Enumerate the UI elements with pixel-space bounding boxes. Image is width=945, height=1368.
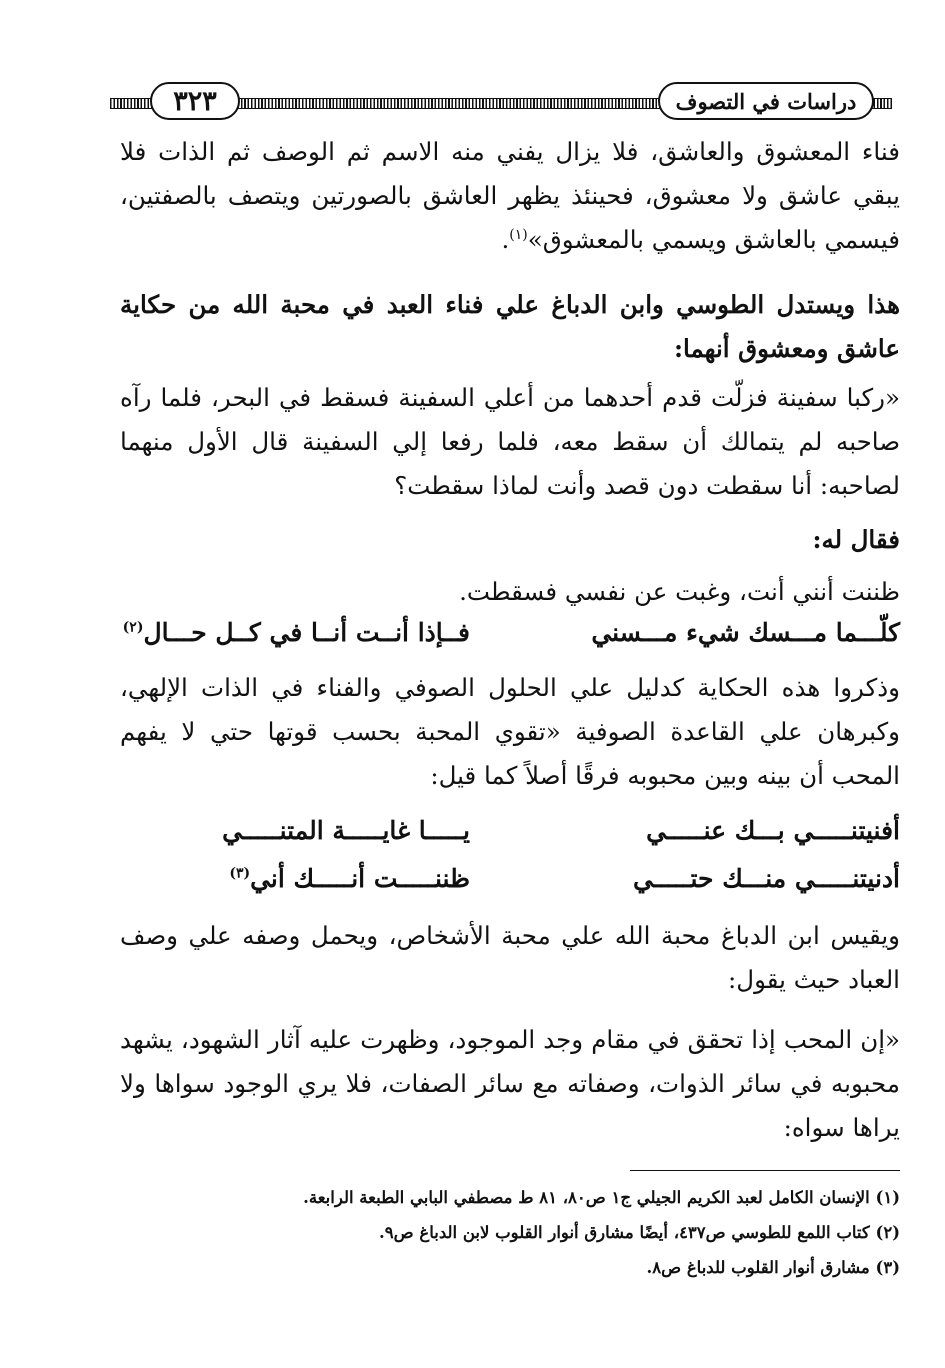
verse-hemistich-left xyxy=(123,618,470,647)
dialogue-reply xyxy=(120,570,900,614)
verse-hemistich-left xyxy=(229,864,470,893)
page-number: ٣٢٣ xyxy=(150,82,240,120)
paragraph-3 xyxy=(120,376,900,508)
footnote-ref: (١) xyxy=(509,226,528,243)
paragraph-text: وذكروا هذه الحكاية كدليل علي الحلول الصوفي والفناء في الذات الإلهي، وكبرهان علي القاعدة الصوفية «تقوي المحبة بحسب قوتها حتي لا يفهم المحب أن بينه وبين محبوبه فرقًا أصلاً كما قيل: xyxy=(120,673,900,790)
paragraph-text: ظننت أنني أنت، وغبت عن نفسي فسقطت. xyxy=(459,577,900,606)
verse-line-3 xyxy=(120,864,900,904)
paragraph-1 xyxy=(120,130,900,262)
verse-hemistich-right: أدنيتنـــــي منـــك حتـــــي xyxy=(633,864,900,893)
paragraph-end: . xyxy=(501,225,510,254)
verse-text: ظننـــــت أنـــــك أني xyxy=(250,864,470,893)
verse-hemistich-left: يـــــا غايـــــة المتنـــــي xyxy=(222,816,470,845)
paragraph-text: ويقيس ابن الدباغ محبة الله علي محبة الأشخاص، ويحمل وصفه علي وصف العباد حيث يقول: xyxy=(120,921,900,994)
paragraph-2 xyxy=(120,283,900,371)
verse-hemistich-right: أفنيتنـــــي بـــك عنـــــي xyxy=(646,816,900,845)
page-header xyxy=(110,76,890,126)
verse-text: فــإذا أنــت أنــا في كــل حـــال xyxy=(143,618,470,647)
footnote-ref: (٣) xyxy=(229,865,251,882)
footnote-ref: (٢) xyxy=(122,619,144,636)
verse-hemistich-right: كلّـــما مـــسك شيء مـــسني xyxy=(591,618,900,647)
verse-line-2 xyxy=(120,816,900,856)
paragraph-6 xyxy=(120,666,900,798)
paragraph-7 xyxy=(120,914,900,1002)
paragraph-text: «ركبا سفينة فزلّت قدم أحدهما من أعلي السفينة فسقط في البحر، فلما رآه صاحبه لم يتمالك أن سقط معه، فلما رفعا إلي السفينة قال الأول منهما لصاحبه: أنا سقطت دون قصد وأنت لماذا سقطت؟ xyxy=(120,383,900,500)
footnote-3: (٣) مشارق أنوار القلوب للدباغ ص٨. xyxy=(646,1258,900,1277)
footnote-separator xyxy=(630,1170,900,1171)
paragraph-text: هذا ويستدل الطوسي وابن الدباغ علي فناء العبد في محبة الله من حكاية عاشق ومعشوق أنهما: xyxy=(120,290,900,363)
paragraph-text: «إن المحب إذا تحقق في مقام وجد الموجود، وظهرت عليه آثار الشهود، يشهد محبوبه في سائر الذوات، وصفاته مع سائر الصفات، فلا يري الوجود سواها ولا يراها سواه: xyxy=(120,1025,900,1142)
footnote-1: (١) الإنسان الكامل لعبد الكريم الجيلي ج١ ص٨٠، ٨١ ط مصطفي البابي الطبعة الرابعة. xyxy=(303,1188,900,1207)
paragraph-text: فقال له: xyxy=(812,525,900,554)
footnote-2: (٢) كتاب اللمع للطوسي ص٤٣٧، أيضًا مشارق أنوار القلوب لابن الدباغ ص٩. xyxy=(379,1223,900,1242)
header-ornament-rule xyxy=(234,98,666,109)
verse-line-1 xyxy=(120,618,900,658)
paragraph-8 xyxy=(120,1018,900,1150)
running-title: دراسات في التصوف xyxy=(658,82,874,120)
paragraph-text: فناء المعشوق والعاشق، فلا يزال يفني منه الاسم ثم الوصف ثم الذات فلا يبقي عاشق ولا معشوق، فحينئذ يظهر العاشق بالصورتين ويتصف بالصفتين، فيسمي بالعاشق ويسمي بالمعشوق» xyxy=(120,137,900,254)
dialogue-intro xyxy=(120,518,900,562)
